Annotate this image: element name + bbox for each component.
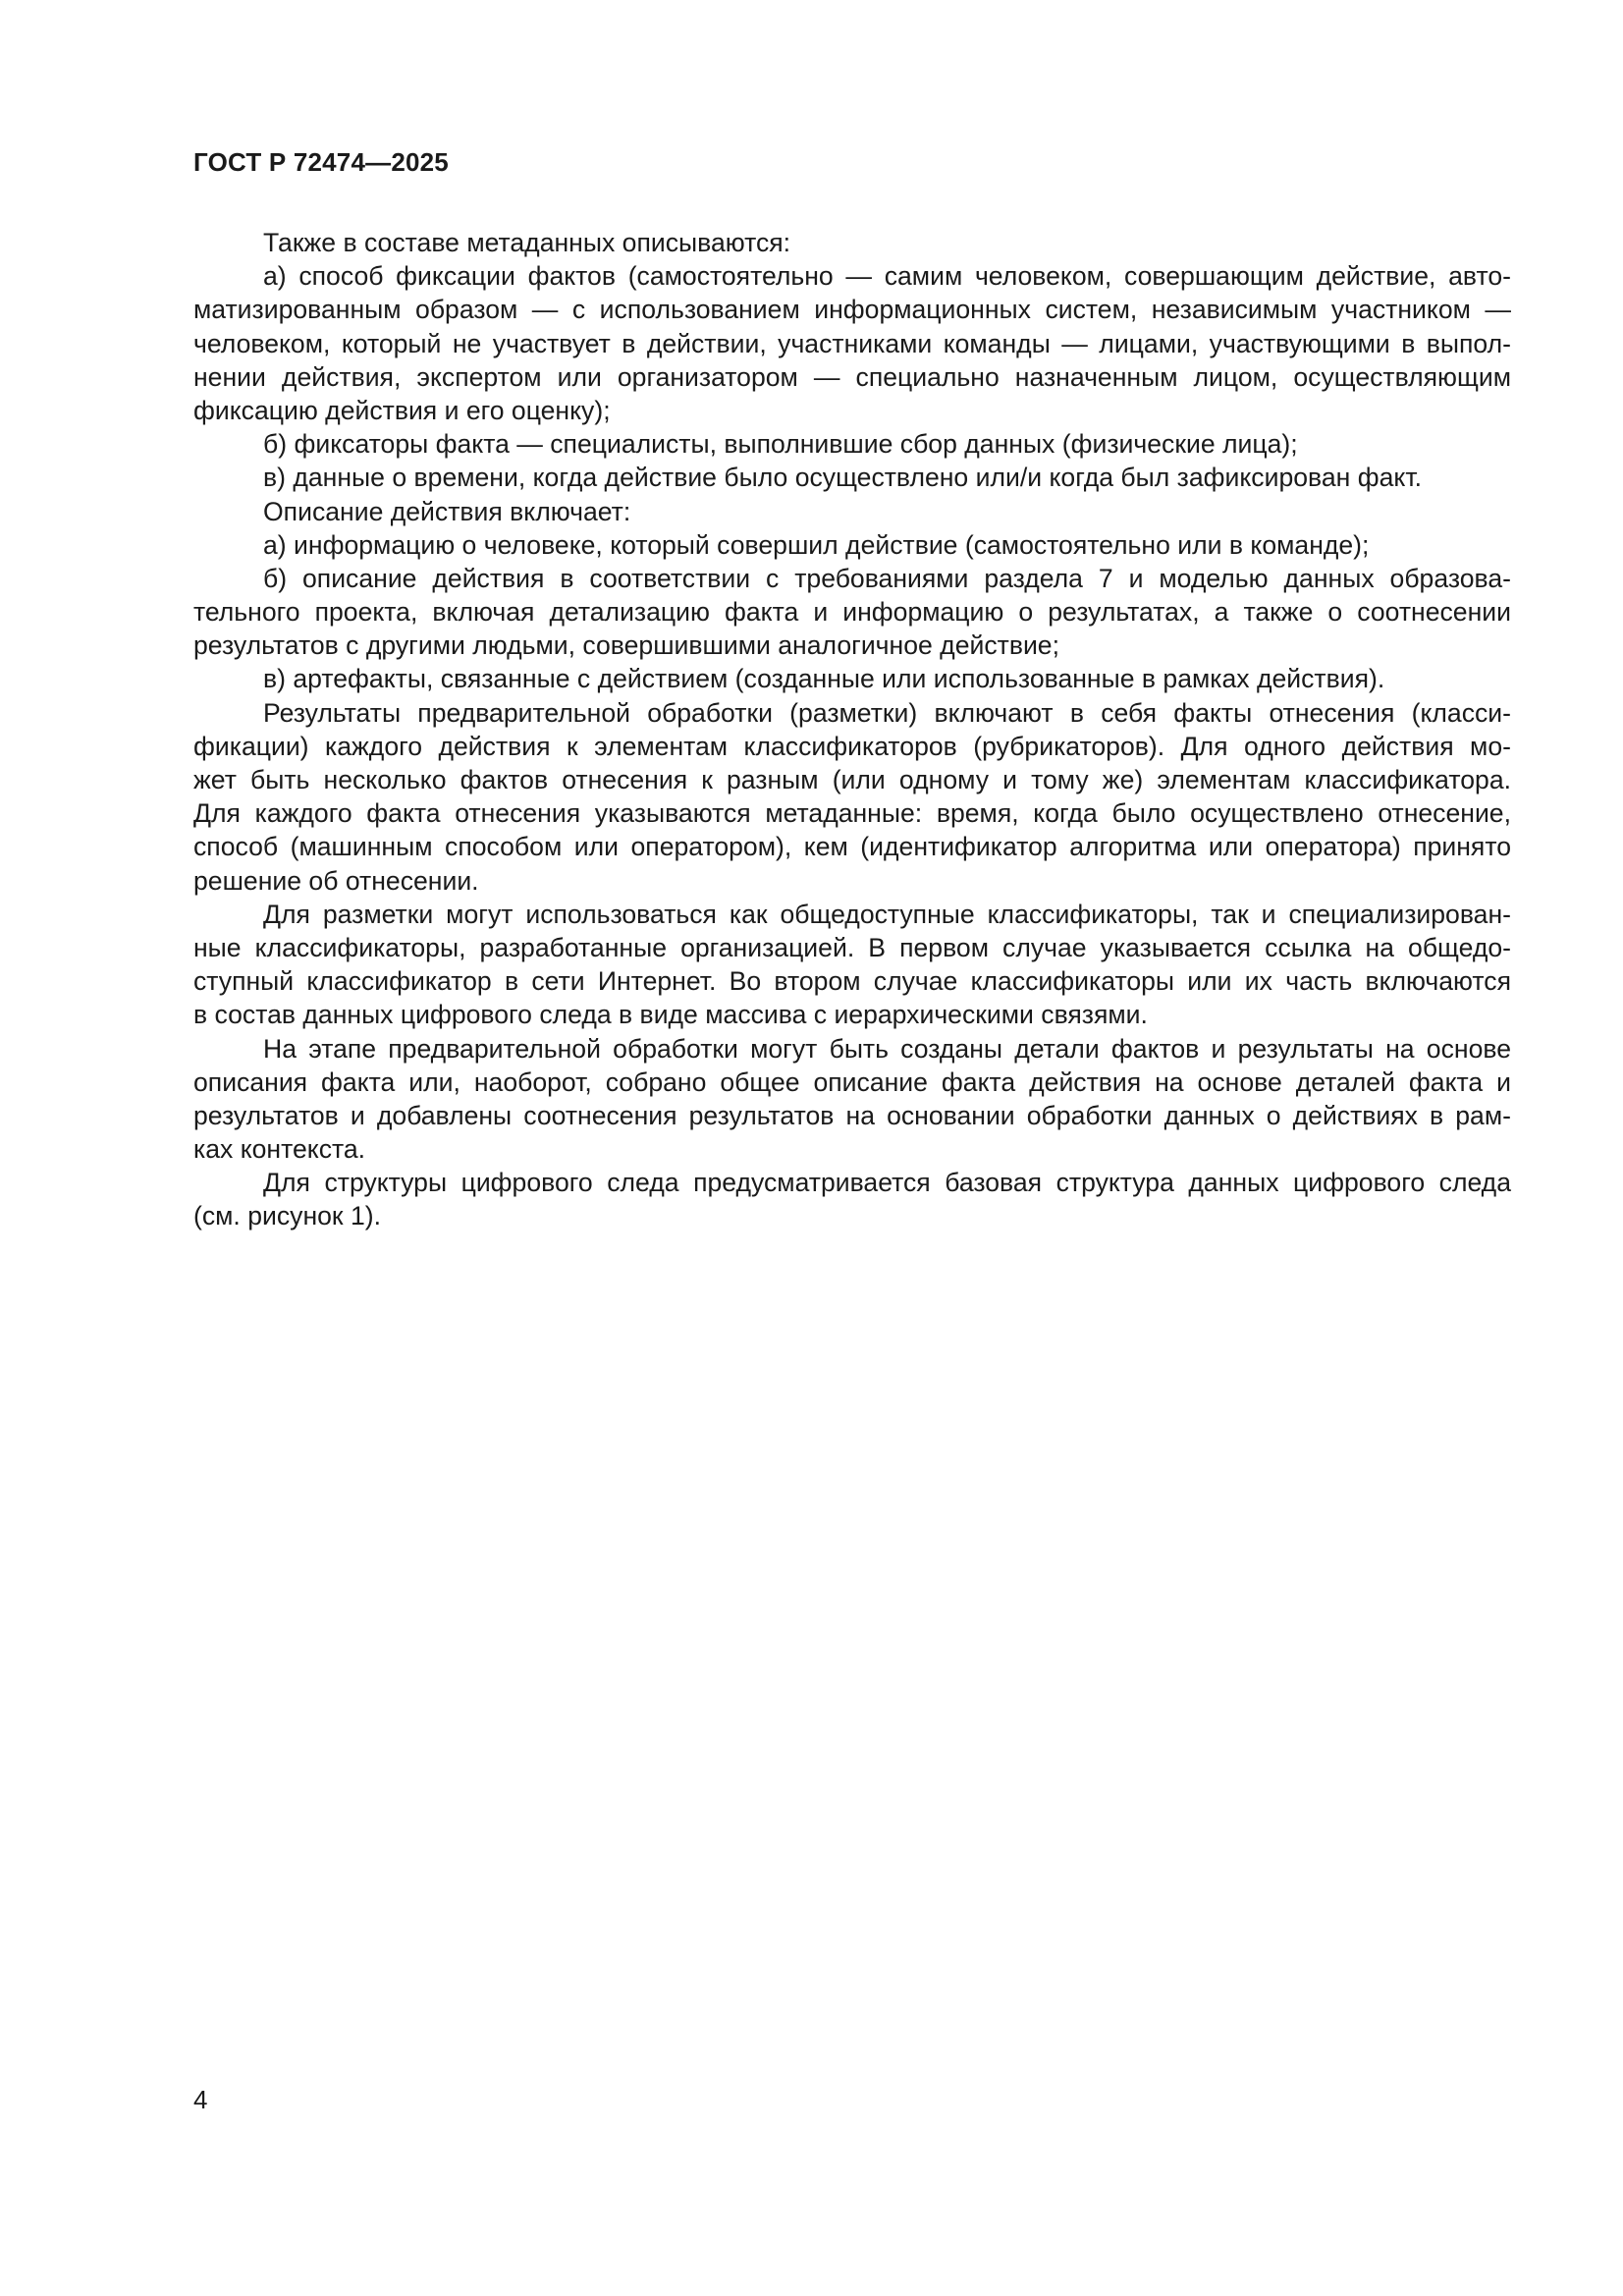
text-line: способ (машинным способом или оператором), кем (идентификатор алгоритма или оператора) принято [193,832,1511,862]
text-line: а) информацию о человеке, который совершил действие (самостоятельно или в команде); [263,529,1370,560]
text-line: результатов и добавлены соотнесения результатов на основании обработки данных о действиях в рам- [193,1100,1511,1130]
text-line: Описание действия включает: [263,496,631,526]
text-line: ступный классификатор в сети Интернет. Во втором случае классификаторы или их часть включаются [193,966,1511,997]
text-line: На этапе предварительной обработки могут быть созданы детали фактов и результаты на основе [263,1033,1511,1064]
text-line: фиксацию действия и его оценку); [193,395,611,425]
text-line: ках контекста. [193,1134,366,1165]
text-line: в) артефакты, связанные с действием (созданные или использованные в рамках действия). [263,664,1385,694]
text-line: результатов с другими людьми, совершившими аналогичное действие; [193,630,1059,661]
text-line: б) описание действия в соответствии с требованиями раздела 7 и моделью данных образова- [263,563,1511,593]
text-line: Для каждого факта отнесения указываются метаданные: время, когда было осуществлено отнесение, [193,798,1511,829]
text-line: описания факта или, наоборот, собрано общее описание факта действия на основе деталей факта и [193,1066,1511,1097]
text-line: Также в составе метаданных описываются: [263,228,791,257]
text-line: матизированным образом — с использованием информационных систем, независимым участником — [193,295,1511,325]
page-number: 4 [193,2085,208,2114]
text-line: Для разметки могут использоваться как общедоступные классификаторы, так и специализирован- [263,899,1511,929]
text-line: в) данные о времени, когда действие было осуществлено или/и когда был зафиксирован факт. [263,463,1422,493]
text-line: Для структуры цифрового следа предусматривается базовая структура данных цифрового следа [263,1168,1511,1198]
text-line: Результаты предварительной обработки (разметки) включают в себя факты отнесения (класси- [263,697,1511,728]
text-line: нении действия, экспертом или организатором — специально назначенным лицом, осуществляющим [193,361,1511,392]
document-header: ГОСТ Р 72474—2025 [193,147,449,177]
text-line: б) фиксаторы факта — специалисты, выполнившие сбор данных (физические лица); [263,429,1298,460]
text-line: жет быть несколько фактов отнесения к разным (или одному и тому же) элементам классификатора. [193,765,1511,794]
document-body [193,226,1511,1233]
text-line: ные классификаторы, разработанные организацией. В первом случае указывается ссылка на общедо- [193,932,1511,962]
text-line: фикации) каждого действия к элементам классификаторов (рубрикаторов). Для одного действия мо- [193,731,1511,761]
text-line: тельного проекта, включая детализацию факта и информацию о результатах, а также о соотнесении [193,597,1511,628]
text-line: человеком, который не участвует в действии, участниками команды — лицами, участвующими в выпол- [193,328,1511,358]
text-line: в состав данных цифрового следа в виде массива с иерархическими связями. [193,1000,1148,1030]
text-line: а) способ фиксации фактов (самостоятельно — самим человеком, совершающим действие, авто- [263,261,1511,292]
text-line: (см. рисунок 1). [193,1201,381,1231]
text-line: решение об отнесении. [193,865,479,896]
